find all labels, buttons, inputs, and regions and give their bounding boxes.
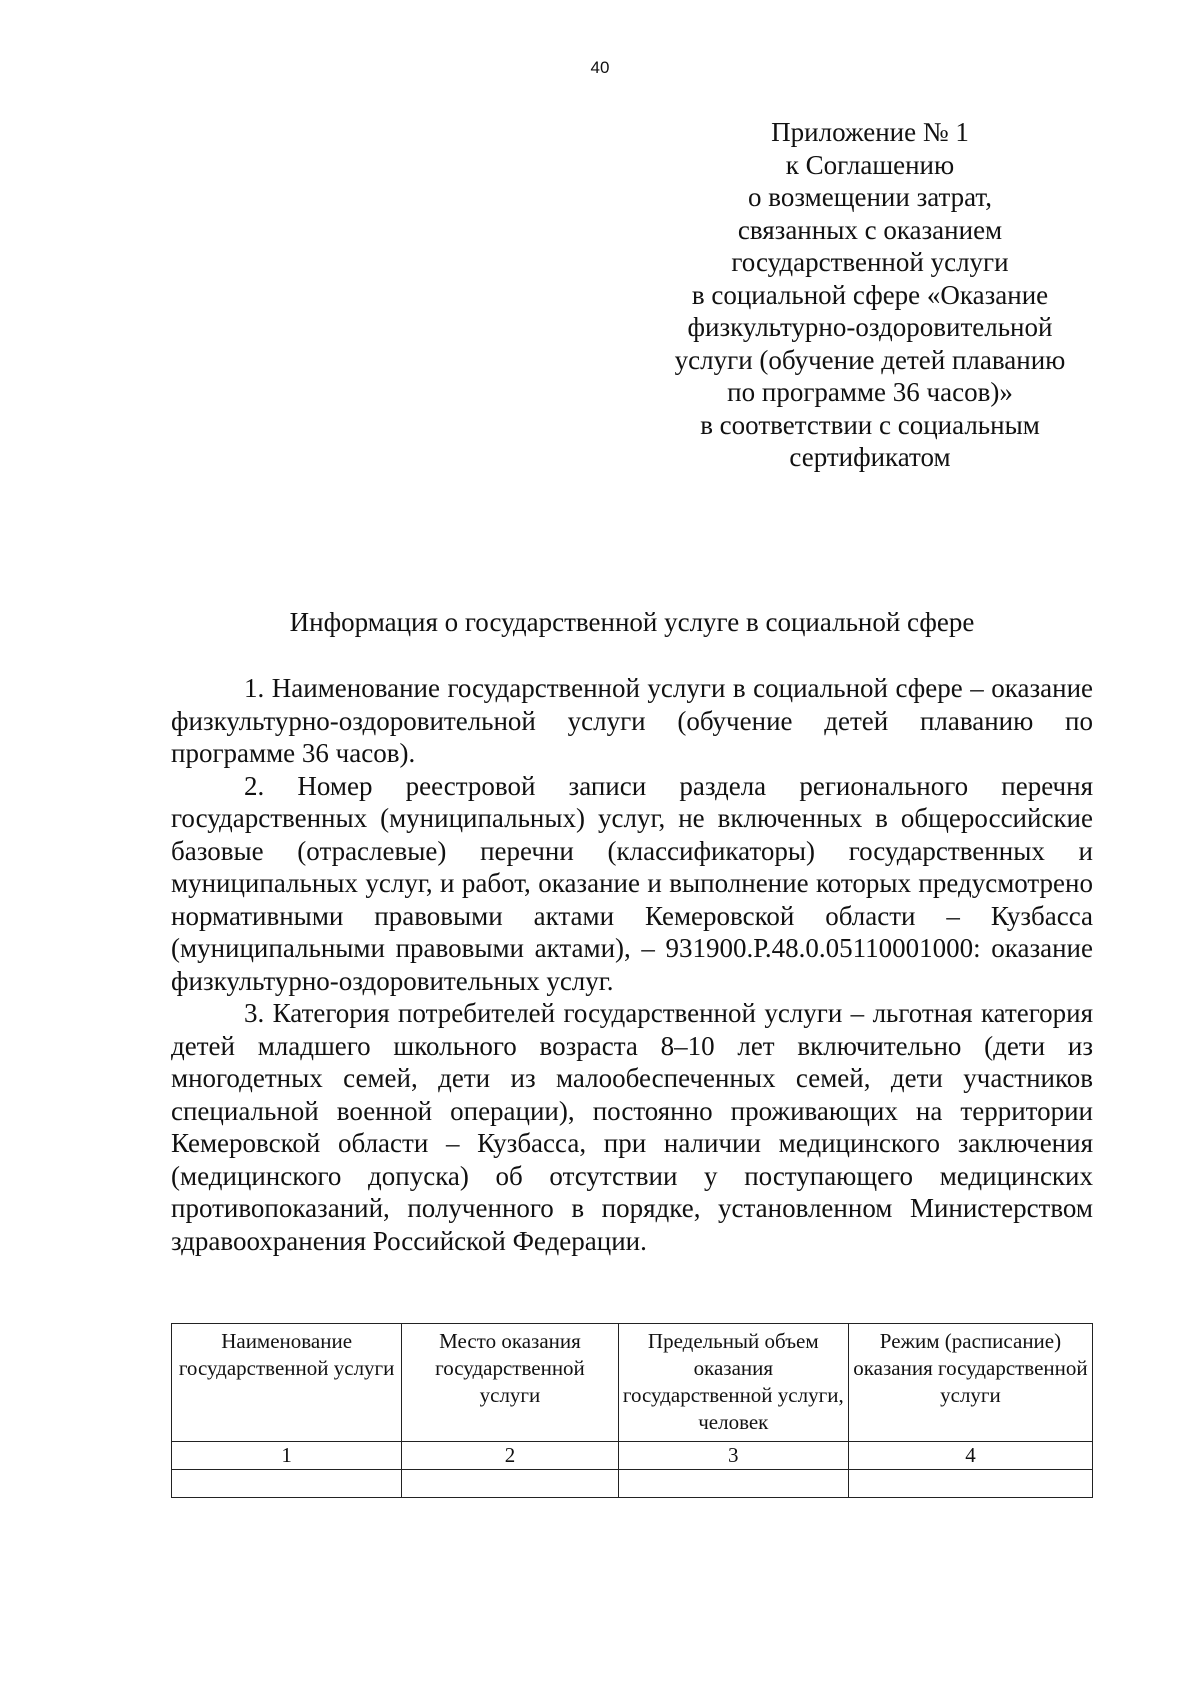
- appendix-line: в соответствии с социальным: [700, 409, 1040, 440]
- appendix-line: в социальной сфере «Оказание: [691, 279, 1049, 310]
- appendix-note: [640, 116, 1100, 474]
- table-header-row: [172, 1324, 1093, 1442]
- paragraph-service-name: 1. Наименование государственной услуги в социальной сфере – оказание физкультурно-оздоровительной услуги (обучение детей плаванию по программе 36 часов).: [171, 673, 1093, 768]
- column-number: 2: [402, 1442, 618, 1470]
- header-service-place: Место оказания государственной услуги: [402, 1324, 618, 1442]
- column-number: 3: [618, 1442, 848, 1470]
- appendix-line: Приложение № 1: [771, 117, 969, 147]
- appendix-line: государственной услуги: [731, 247, 1009, 277]
- table-cell: [618, 1470, 848, 1498]
- header-schedule: Режим (расписание) оказания государственной услуги: [848, 1324, 1092, 1442]
- appendix-line: по программе 36 часов)»: [727, 377, 1013, 407]
- page-number: 40: [590, 58, 610, 77]
- table-number-row: [172, 1442, 1093, 1470]
- service-info-table: [171, 1323, 1093, 1498]
- table-cell: [402, 1470, 618, 1498]
- document-heading: Информация о государственной услуге в социальной сфере: [289, 607, 975, 637]
- column-number: 1: [172, 1442, 402, 1470]
- paragraph-registry-number: 2. Номер реестровой записи раздела регионального перечня государственных (муниципальных) услуг, не включенных в общероссийские базовые (отраслевые) перечни (классификаторы) государственных и муниципальных услуг, и работ, оказание и выполнение которых предусмотрено нормативными правовыми актами Кемеровской области – Кузбасса (муниципальными правовыми актами), – 931900.Р.48.0.05110001000: оказание физкультурно-оздоровительных услуг.: [171, 770, 1093, 996]
- paragraph-consumer-category: 3. Категория потребителей государственной услуги – льготная категория детей младшего школьного возраста 8–10 лет включительно (дети из многодетных семей, дети из малообеспеченных семей, дети участников специальной военной операции), постоянно проживающих на территории Кемеровской области – Кузбасса, при наличии медицинского заключения (медицинского допуска) об отсутствии у поступающего медицинских противопоказаний, полученного в порядке, установленном Министерством здравоохранения Российской Федерации.: [171, 998, 1093, 1256]
- appendix-line: физкультурно-оздоровительной: [687, 312, 1053, 342]
- column-number: 4: [848, 1442, 1092, 1470]
- header-service-name: Наименование государственной услуги: [172, 1324, 402, 1442]
- table-cell: [172, 1470, 402, 1498]
- document-body: [171, 672, 1093, 1257]
- appendix-line: к Соглашению: [785, 149, 955, 180]
- table-row: [172, 1470, 1093, 1498]
- appendix-line: услуги (обучение детей плаванию: [674, 344, 1066, 375]
- table-cell: [848, 1470, 1092, 1498]
- appendix-line: сертификатом: [789, 442, 951, 472]
- header-max-volume: Предельный объем оказания государственной услуги, человек: [618, 1324, 848, 1442]
- appendix-line: связанных с оказанием: [737, 214, 1003, 245]
- appendix-line: о возмещении затрат,: [748, 182, 992, 212]
